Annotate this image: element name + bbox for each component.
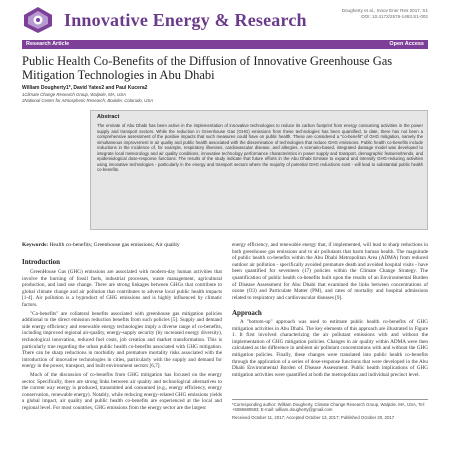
article-dates: Received October 11, 2017; Accepted October 13, 2017; Published October 20, 2017 [232, 414, 395, 420]
right-column-body [232, 242, 428, 303]
affiliation-2: 2National Center for Atmospheric Research, Boulder, Colorado, USA [22, 98, 153, 103]
citation-line: Dougherty et al., Innov Ener Res 2017, S1 [341, 8, 428, 13]
abstract-box [90, 110, 428, 230]
footnote-divider [232, 399, 428, 400]
keywords-text: Health co-benefits; Greenhouse gas emissions; Air quality [49, 242, 180, 248]
abstract-heading: Abstract [97, 114, 120, 120]
corresponding-author: *Corresponding author: William Dougherty, Climate Change Research Group, Walpole, MA, USA, Tel: +5086680583; E-mail: william.dougherty@gmail.com [232, 402, 425, 413]
paragraph: Much of the discussion of co-benefits from GHG mitigation has focused on the energy sector. Specifically, there are strong links between air quality and technological alternatives to the current way energy is produced, transmitted and consumed (e.g., energy efficiency, energy conservation, renewable energy). Notably, while reducing energy-related GHG emissions yields a global impact, air quality and public health co-benefits are experienced at the local and regional level. For most countries, GHG emissions from the energy sector are the largest [22, 371, 222, 411]
keywords-label: Keywords: [22, 242, 49, 248]
journal-logo-icon [22, 6, 54, 34]
journal-title: Innovative Energy & Research [64, 10, 307, 30]
keywords [22, 242, 222, 249]
author-list: William Dougherty1*, David Yates2 and Paul Kucera2 [22, 85, 148, 91]
open-access-label: Open Access [389, 41, 424, 47]
paragraph: A "bottom-up" approach was used to estimate public health co-benefits of GHG mitigation activities in Abu Dhabi. The key elements of this approach are illustrated in Figure 1. It first involved characterizing the air pollutant emissions with and without the implementation of GHG mitigation policies. Changes in air quality within ADMA were then calculated as the difference in ambient air pollutant concentrations with and without the GHG mitigation policies. Finally, these changes were translated into public health co-benefits through the application of a series of dose-response functions that were developed in the Abu Dhabi Environmental Burden of Disease Assessment. Public health implications of GHG mitigation activities were quantified at both the metropolitan and individual precinct level. [232, 319, 428, 378]
introduction-heading: Introduction [22, 258, 60, 266]
article-title: Public Health Co-Benefits of the Diffusion of Innovative Greenhouse Gas Mitigation Technologies in Abu Dhabi [22, 54, 393, 82]
article-type-banner [22, 40, 428, 49]
footnote [232, 402, 428, 420]
paragraph: "Co-benefits" are collateral benefits associated with greenhouse gas mitigation policies additional to the direct emission reduction benefits from such policies [5]. Supply and demand side energy efficiency and renewable energy technologies imply a diverse range of co-benefits, including improved regional air-quality, energy-supply security (by increased energy diversity), technological innovation, reduced fuel costs, job creation and market transformation. This is particularly true regarding the urban public health co-benefits associated with GHG mitigation. There can be sharp reductions in morbidity and premature mortality risks associated with the introduction of innovative technologies in cities, particularly with the supply and demand for energy in the power, transport, and built environment sectors [6,7]. [22, 310, 222, 370]
paragraph: energy efficiency, and renewable energy that, if implemented, will lead to sharp reductions in both greenhouse gas emissions and to air pollutants that harm human health. The magnitude of public health co-benefits within the Abu Dhabi Metropolitan Area (ADMA) from reduced outdoor air pollution - specifically avoided premature death and avoided hospital visits - have been quantified for seventeen (17) policies within the Climate Change Strategy. The quantification of public health co-benefits built upon the results of an Environmental Burden of Disease Assessment for Abu Dhabi that examined the links between concentrations of ozone (O3) and Particulate Matter (PM), and rates of mortality and hospital admissions related to respiratory and cardiovascular diseases [9]. [232, 242, 428, 301]
abstract-text: The emirate of Abu Dhabi has been active in the implementation of innovative technologies to reduce its carbon footprint from energy consuming activities in the power supply and transport sectors. While the reduction in Greenhouse Gas (GHG) emissions from these technologies has been quantified, to date, there has not been a comprehensive assessment of the positive impacts that such measures could have on public health. These are considered a "co-benefit" of GHG mitigation, namely the simultaneous improvement in air quality and public health associated with the dissemination of technologies that reduce GHG emissions. Public health co-benefits include reductions in the incidence of, for example, respiratory illnesses, cardiovascular disease, and allergies. A scenario-based, integrated damage model was developed to integrate local meteorology and air quality conditions, innovative technology performance characteristics in power supply and transport, demographic features/trends, and epidemiological dose-response functions. The results of the study indicate that future efforts in the Abu Dhabi Emirate to expand and intensify GHG-reducing activities using innovative technologies - particularly in the energy and transport sectors where the majority of potential GHG reductions exist - will lead to substantial public health co-benefits. [97, 123, 423, 172]
article-type-label: Research Article [26, 41, 70, 47]
affiliation-1: 1Climate Change Research Group, Walpole, MA, USA [22, 92, 126, 97]
journal-header [0, 0, 450, 40]
approach-heading: Approach [232, 309, 262, 317]
approach-body [232, 319, 428, 380]
paragraph: GreenHouse Gas (GHG) emissions are associated with modern-day human activities that involve the burning of fossil fuels, industrial processes, waste management, agricultural production, and land use change. There are strong linkages between GHGs that contribute to global climate change and air pollution that contributes to adverse local public health impacts [1-4]. Air pollution is a byproduct of GHG emissions and is highly influenced by climatic factors. [22, 269, 222, 308]
citation-info [342, 8, 428, 20]
doi-line: DOI: 10.4172/2576-1463.S1-002 [361, 14, 428, 19]
introduction-body [22, 269, 222, 413]
